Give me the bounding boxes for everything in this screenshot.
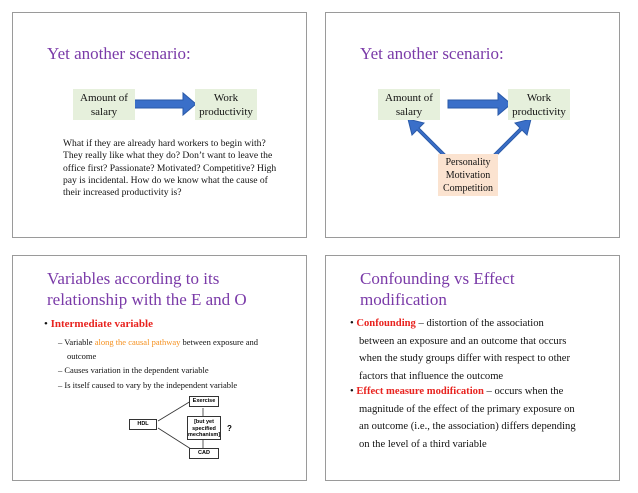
slide-2-title: Yet another scenario: <box>360 44 504 63</box>
confounding-bullet: • Confounding – distortion of the association between an exposure and an outcome that occurs when the study groups differ with respect to other factors that influence the outcome <box>350 318 571 382</box>
confounders-box <box>438 154 498 196</box>
sub-bullet-causes-variation: – Causes variation in the dependent variable <box>58 365 209 375</box>
work-productivity-box: Work productivity <box>195 89 257 120</box>
slide-1-title: Yet another scenario: <box>47 44 191 63</box>
amount-of-salary-box: Amount of salary <box>73 89 135 120</box>
slide-4 <box>325 255 620 481</box>
intermediate-diagram-lines <box>13 256 307 481</box>
competition-label: Competition <box>443 183 493 194</box>
personality-label: Personality <box>445 157 491 168</box>
slide-1 <box>12 12 307 238</box>
causal-arrows <box>326 13 620 238</box>
effect-modification-bullet: • Effect measure modification – occurs when the magnitude of the effect of the primary exposure on an outcome (i.e., the association) differs depending on the level of a third variable <box>350 386 576 450</box>
intermediate-variable-bullet: • Intermediate variable <box>44 318 153 330</box>
scenario-question-text: What if they are already hard workers to begin with? They really like what they do? Don’t want to leave the office first? Passionate? Motivated? Competitive? High pay is incidental. How do we know what the cause of their increased productivity is? <box>63 138 277 199</box>
slide-4-title: Confounding vs Effect modification <box>360 269 515 309</box>
cad-box: CAD <box>189 448 219 459</box>
slide-2 <box>325 12 620 238</box>
slide-3 <box>12 255 307 481</box>
question-mark: ? <box>227 424 232 433</box>
slide-3-title: Variables according to its relationship with the E and O <box>47 269 247 309</box>
exercise-box: Exercise <box>189 396 219 407</box>
motivation-label: Motivation <box>445 170 491 181</box>
hdl-box: HDL <box>129 419 157 430</box>
salary-to-productivity-arrow <box>13 13 307 238</box>
mechanism-box: [but yet specified mechanism] <box>187 416 221 440</box>
work-productivity-box: Work productivity <box>508 89 570 120</box>
sub-bullet-outcome-line: outcome <box>67 351 97 361</box>
amount-of-salary-box: Amount of salary <box>378 89 440 120</box>
sub-bullet-causal-pathway: – Variable along the causal pathway between exposure and <box>58 337 259 347</box>
sub-bullet-caused-to-vary: – Is itself caused to vary by the independent variable <box>58 380 238 390</box>
